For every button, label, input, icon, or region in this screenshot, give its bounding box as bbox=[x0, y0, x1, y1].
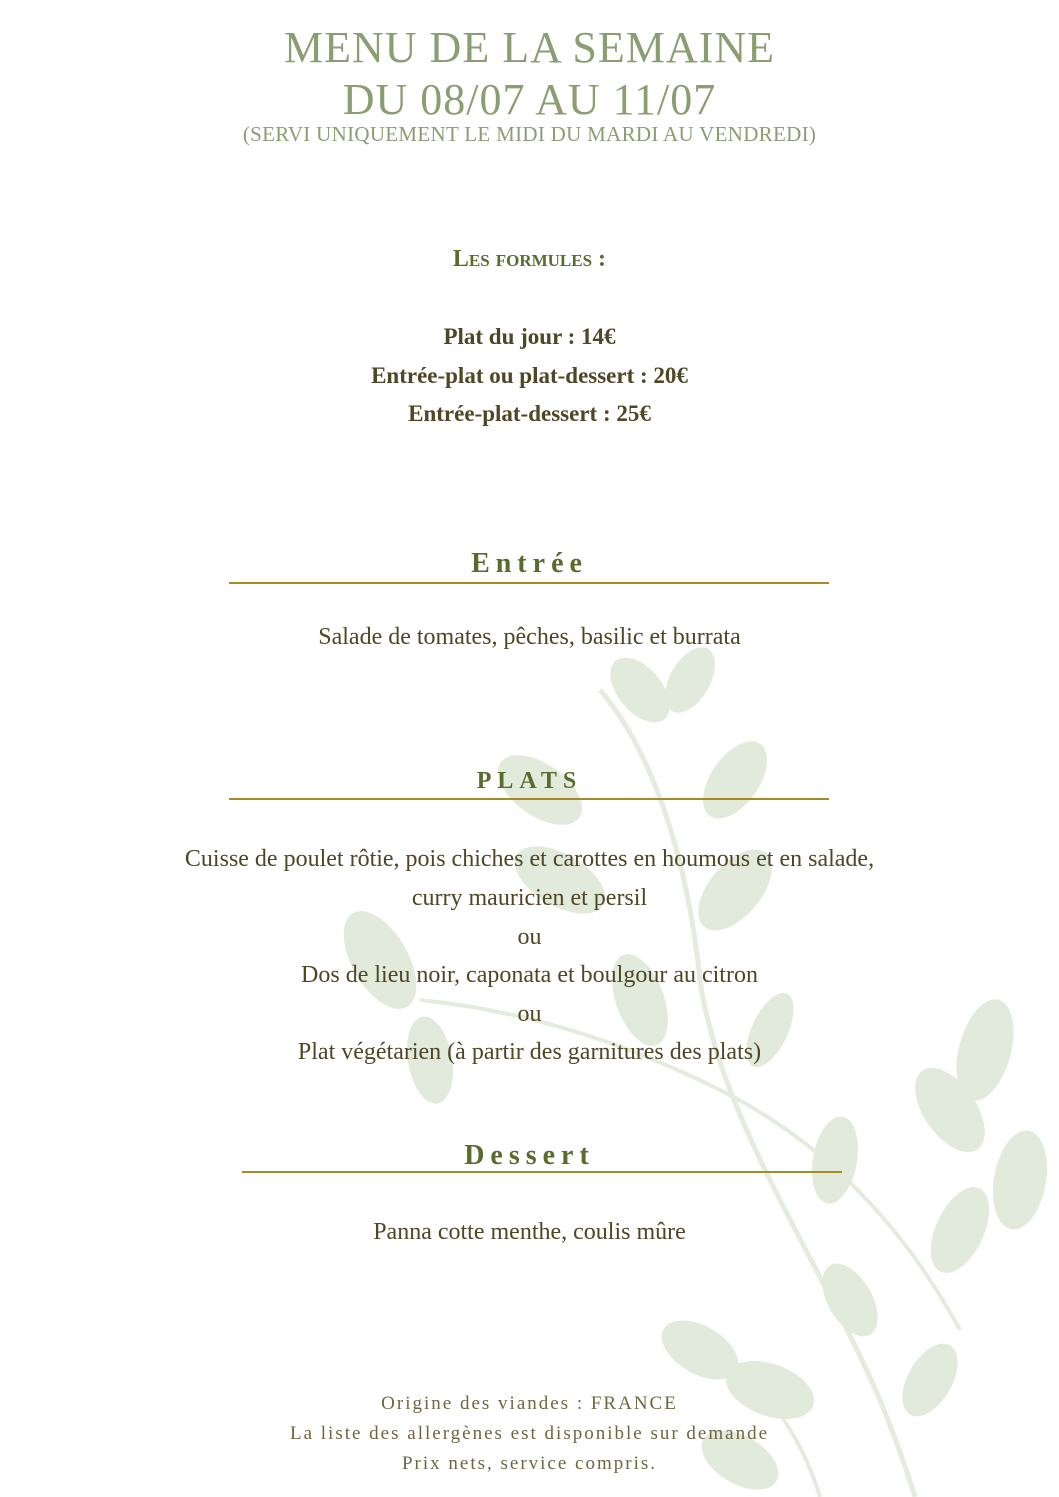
section-divider bbox=[229, 798, 829, 800]
formule-item: Plat du jour : 14€ bbox=[443, 324, 616, 349]
menu-title: MENU DE LA SEMAINE bbox=[284, 23, 775, 72]
plat-line: Plat végétarien (à partir des garnitures des plats) bbox=[297, 1039, 762, 1065]
footer-origin: Origine des viandes : FRANCE bbox=[381, 1393, 678, 1414]
section-title-dessert: Dessert bbox=[464, 1140, 595, 1171]
section-title-plats: PLATS bbox=[476, 768, 583, 794]
menu-service-note: (SERVI UNIQUEMENT LE MIDI DU MARDI AU VENDREDI) bbox=[242, 122, 817, 146]
plat-separator: ou bbox=[517, 1001, 542, 1027]
section-divider bbox=[242, 1171, 842, 1173]
formule-item: Entrée-plat ou plat-dessert : 20€ bbox=[371, 363, 688, 388]
dessert-item: Panna cotte menthe, coulis mûre bbox=[373, 1219, 686, 1245]
plat-line: Dos de lieu noir, caponata et boulgour au citron bbox=[301, 962, 758, 988]
formule-item: Entrée-plat-dessert : 25€ bbox=[408, 401, 651, 426]
footer-prices: Prix nets, service compris. bbox=[401, 1453, 658, 1474]
section-title-entree: Entrée bbox=[471, 548, 588, 579]
formules-heading: Les formules : bbox=[452, 246, 607, 272]
plat-separator: ou bbox=[517, 924, 542, 950]
menu-date-range: DU 08/07 AU 11/07 bbox=[342, 75, 717, 124]
entree-item: Salade de tomates, pêches, basilic et burrata bbox=[318, 624, 741, 650]
plat-line: Cuisse de poulet rôtie, pois chiches et carottes en houmous et en salade, bbox=[184, 846, 875, 872]
plat-line: curry mauricien et persil bbox=[411, 885, 648, 911]
section-divider bbox=[229, 582, 829, 584]
footer-allergens: La liste des allergènes est disponible sur demande bbox=[289, 1423, 770, 1444]
